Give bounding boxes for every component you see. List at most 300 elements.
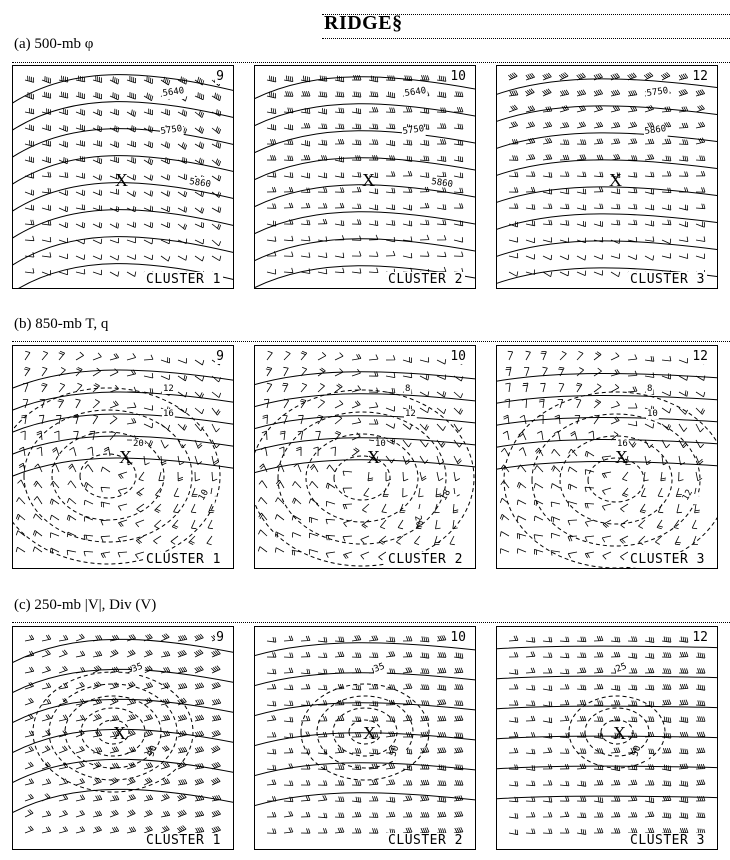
wind-barb [594, 352, 601, 360]
wind-barb [101, 467, 110, 472]
wind-barb [535, 465, 544, 472]
wind-barb [101, 520, 110, 525]
wind-barb [594, 187, 603, 192]
panel-a-cluster1 [12, 65, 234, 289]
wind-barb [298, 431, 303, 440]
contour [497, 160, 718, 177]
wind-barb [59, 666, 68, 673]
wind-barb [161, 142, 170, 149]
wind-barb [258, 530, 267, 536]
wind-barb [284, 781, 293, 786]
wind-barb [509, 172, 518, 177]
wind-barb [144, 826, 153, 833]
wind-barb [335, 108, 344, 113]
wind-barb [195, 126, 204, 133]
wind-barb [679, 781, 688, 787]
contour [497, 241, 718, 258]
wind-barb [315, 431, 320, 440]
wind-barb [144, 795, 153, 801]
wind-barb [577, 813, 586, 818]
wind-barb [611, 90, 620, 96]
wind-barb [144, 76, 153, 83]
wind-barb [575, 415, 580, 424]
wind-barb [560, 733, 569, 738]
contour [497, 417, 718, 426]
wind-barb [178, 810, 187, 817]
wind-barb [335, 203, 344, 208]
wind-barb [267, 187, 276, 192]
wind-barb [127, 794, 136, 801]
wind-barb [543, 668, 552, 673]
wind-barb [318, 140, 327, 145]
wind-barb [301, 828, 310, 833]
wind-barb [662, 373, 671, 379]
wind-barb [127, 92, 136, 99]
wind-barb [628, 155, 637, 160]
wind-barb [93, 778, 101, 785]
wind-barb [301, 716, 310, 721]
contour [255, 416, 476, 430]
wind-barb [42, 237, 51, 242]
wind-barb [403, 652, 412, 657]
wind-barb [386, 388, 395, 393]
wind-barb [76, 634, 84, 641]
wind-barb [638, 520, 645, 529]
wind-barb [335, 76, 344, 82]
wind-barb [127, 206, 136, 212]
wind-barb [437, 252, 446, 257]
contour-label: 12 [680, 488, 696, 503]
wind-barb [189, 536, 195, 545]
wind-barb [526, 652, 535, 657]
contour-label: 5750 [402, 124, 425, 137]
contour [497, 676, 718, 679]
wind-barb [543, 255, 552, 260]
wind-barb [101, 502, 110, 507]
wind-barb [509, 732, 518, 737]
wind-barb [611, 637, 620, 642]
wind-barb [577, 716, 586, 721]
wind-barb [127, 714, 136, 721]
wind-barb [386, 204, 395, 209]
wind-barb [335, 780, 344, 785]
wind-barb [144, 778, 152, 785]
wind-barb [42, 666, 51, 673]
center-x-marker: X [615, 447, 628, 467]
wind-barb [42, 188, 51, 193]
wind-barb [589, 431, 594, 440]
wind-barb [195, 666, 204, 673]
wind-barb [212, 224, 221, 230]
wind-barb [662, 813, 671, 819]
wind-barb [382, 504, 387, 513]
wind-barb [18, 480, 26, 488]
wind-barb [369, 268, 378, 273]
wind-barb [380, 520, 386, 529]
panel-c-cluster3 [496, 626, 718, 850]
wind-barb [453, 504, 458, 513]
wind-barb [301, 780, 310, 785]
wind-barb [161, 811, 170, 817]
wind-barb [437, 472, 443, 481]
panel-b1-plot [13, 346, 234, 569]
wind-barb [267, 108, 276, 114]
wind-barb [212, 408, 220, 415]
wind-barb [386, 406, 395, 411]
wind-barb [343, 536, 352, 541]
wind-barb [662, 356, 671, 361]
wind-barb [335, 700, 344, 705]
wind-barb [577, 221, 586, 227]
contour [497, 736, 718, 739]
wind-barb [195, 207, 204, 213]
wind-barb [318, 669, 327, 674]
wind-barb [110, 416, 117, 424]
wind-barb [577, 205, 586, 211]
wind-barb [93, 826, 102, 833]
wind-barb [403, 171, 412, 176]
wind-barb [335, 384, 342, 392]
wind-barb [568, 502, 577, 507]
wind-barb [454, 684, 463, 689]
dashed-contour [24, 410, 192, 542]
wind-barb [154, 520, 161, 529]
wind-barb [628, 138, 637, 144]
wind-barb [420, 812, 429, 817]
wind-barb [301, 652, 310, 657]
center-x-marker: X [115, 170, 128, 190]
contour [255, 643, 476, 657]
wind-barb [645, 797, 654, 803]
wind-barb [386, 700, 395, 705]
wind-barb [110, 401, 118, 408]
wind-barb [577, 351, 583, 360]
wind-barb [284, 91, 293, 96]
wind-barb [560, 828, 569, 833]
wind-barb [454, 237, 463, 242]
wind-barb [352, 108, 361, 114]
wind-barb [335, 139, 344, 144]
wind-barb [576, 399, 581, 408]
wind-barb [645, 456, 651, 465]
wind-barb [101, 552, 110, 558]
wind-barb [679, 700, 688, 705]
contour-label: 50 [630, 744, 644, 759]
wind-barb [259, 497, 268, 504]
wind-barb [335, 416, 342, 424]
wind-barb [369, 124, 378, 129]
wind-barb [543, 780, 552, 785]
panel-b2-plot [255, 346, 476, 569]
wind-barb [343, 488, 352, 493]
wind-barb [577, 122, 586, 128]
wind-barb [403, 440, 411, 447]
wind-barb [560, 172, 569, 177]
wind-barb [42, 367, 47, 376]
wind-barb [679, 123, 688, 128]
wind-barb [568, 520, 577, 525]
center-x-marker: X [613, 723, 626, 743]
wind-barb [127, 418, 136, 424]
wind-barb [59, 172, 68, 177]
wind-barb [679, 732, 688, 737]
contour-label: 50 [388, 744, 402, 759]
wind-barb [25, 268, 34, 273]
wind-barb [555, 415, 560, 424]
wind-barb [25, 667, 34, 673]
wind-barb [543, 685, 552, 690]
wind-barb [211, 778, 220, 785]
wind-barb [352, 236, 361, 241]
wind-barb [212, 256, 221, 261]
wind-barb [560, 189, 569, 194]
wind-barb [294, 464, 301, 472]
wind-barb [110, 222, 119, 228]
wind-barb [369, 780, 378, 785]
wind-barb [543, 237, 552, 242]
wind-barb [620, 504, 628, 512]
wind-barb [386, 764, 395, 770]
wind-barb [76, 352, 84, 360]
wind-barb [318, 400, 325, 408]
wind-barb [386, 124, 395, 129]
wind-barb [537, 431, 543, 440]
wind-barb [662, 456, 668, 465]
wind-barb [628, 188, 637, 193]
wind-barb [155, 504, 161, 513]
wind-barb [280, 431, 285, 440]
wind-barb [127, 730, 135, 737]
wind-barb [209, 504, 215, 513]
wind-barb [403, 684, 412, 690]
wind-barb [42, 714, 51, 721]
wind-barb [352, 386, 361, 393]
wind-barb [679, 684, 688, 689]
wind-barb [386, 220, 395, 225]
wind-barb [577, 189, 586, 194]
contour-label: 5860 [644, 124, 667, 137]
wind-barb [403, 221, 412, 226]
wind-barb [500, 532, 509, 537]
wind-barb [76, 730, 84, 737]
wind-barb [534, 500, 543, 506]
wind-barb [258, 547, 267, 552]
wind-barb [352, 685, 361, 690]
wind-barb [93, 714, 101, 721]
wind-barb [403, 205, 412, 211]
wind-barb [59, 383, 65, 392]
wind-barb [335, 220, 344, 225]
wind-barb [662, 733, 671, 739]
wind-barb [369, 796, 378, 801]
wind-barb [696, 685, 705, 691]
contour [497, 214, 718, 231]
panel-number: 10 [450, 69, 466, 84]
wind-barb [420, 203, 429, 208]
wind-barb [195, 811, 204, 817]
wind-barb [454, 124, 463, 129]
wind-barb [110, 238, 119, 243]
wind-barb [454, 747, 463, 753]
wind-barb [67, 498, 76, 504]
panel-c2-plot [255, 627, 476, 850]
wind-barb [611, 139, 620, 145]
wind-barb [335, 353, 343, 360]
wind-barb [76, 746, 85, 753]
wind-barb [301, 812, 310, 817]
wind-barb [420, 391, 429, 396]
wind-barb [594, 415, 599, 424]
wind-barb [68, 481, 76, 488]
wind-barb [93, 76, 102, 83]
wind-barb [437, 668, 446, 673]
wind-barb [284, 172, 293, 177]
wind-barb [517, 516, 526, 521]
wind-barb [526, 701, 535, 706]
cluster-label: CLUSTER 1 [146, 552, 221, 567]
wind-barb [144, 175, 153, 181]
wind-barb [645, 237, 654, 242]
wind-barb [161, 762, 170, 769]
wind-barb [585, 536, 594, 542]
wind-barb [420, 668, 429, 673]
wind-barb [403, 140, 412, 145]
wind-barb [93, 400, 100, 409]
wind-barb [41, 383, 47, 392]
wind-barb [144, 355, 153, 360]
wind-barb [33, 547, 42, 552]
wind-barb [611, 369, 620, 376]
wind-barb [212, 392, 221, 398]
wind-barb [369, 107, 378, 112]
wind-barb [211, 746, 220, 753]
contour-label: 5640 [404, 86, 427, 99]
wind-barb [543, 272, 552, 277]
wind-barb [503, 431, 509, 440]
wind-barb [352, 448, 359, 456]
wind-barb [679, 424, 687, 432]
wind-barb [594, 668, 603, 673]
wind-barb [93, 157, 102, 164]
wind-barb [76, 255, 85, 260]
contour-label: 5860 [188, 177, 212, 190]
wind-barb [127, 827, 136, 833]
wind-barb [386, 140, 395, 146]
wind-barb [318, 253, 327, 258]
wind-barb [178, 174, 187, 180]
wind-barb [267, 732, 276, 737]
wind-barb [628, 255, 637, 260]
wind-barb [58, 399, 64, 408]
wind-barb [42, 157, 51, 163]
wind-barb [212, 699, 221, 705]
wind-barb [662, 781, 671, 787]
wind-barb [526, 73, 535, 80]
wind-barb [301, 701, 310, 706]
wind-barb [679, 358, 688, 363]
wind-barb [543, 367, 548, 376]
row-a-rule [12, 62, 730, 63]
wind-barb [628, 90, 637, 96]
wind-barb [500, 549, 509, 554]
wind-barb [560, 238, 569, 243]
wind-barb [284, 717, 293, 722]
wind-barb [386, 456, 394, 463]
wind-barb [509, 90, 518, 96]
wind-barb [161, 191, 170, 197]
wind-barb [696, 204, 705, 209]
wind-barb [284, 828, 293, 834]
wind-barb [568, 484, 577, 490]
wind-barb [301, 91, 310, 96]
wind-barb [352, 780, 361, 785]
wind-barb [543, 138, 552, 144]
wind-barb [23, 384, 28, 393]
wind-barb [437, 716, 446, 721]
wind-barb [611, 154, 620, 160]
wind-barb [611, 384, 619, 392]
wind-barb [525, 89, 534, 96]
wind-barb [403, 667, 412, 673]
panel-a2-plot [255, 66, 476, 289]
wind-barb [696, 171, 705, 176]
wind-barb [50, 533, 59, 538]
wind-barb [42, 125, 51, 131]
wind-barb [318, 653, 327, 658]
wind-barb [369, 419, 378, 424]
wind-barb [645, 668, 654, 673]
wind-barb [420, 156, 429, 161]
wind-barb [386, 651, 395, 657]
contour-label: 5750 [160, 124, 183, 137]
wind-barb [560, 140, 569, 145]
wind-barb [318, 685, 327, 690]
wind-barb [25, 156, 34, 162]
wind-barb [509, 652, 518, 657]
wind-barb [403, 456, 410, 465]
wind-barb [352, 124, 361, 129]
wind-barb [454, 424, 462, 432]
wind-barb [560, 796, 569, 801]
wind-barb [386, 171, 395, 176]
wind-barb [212, 142, 221, 149]
wind-barb [679, 254, 688, 259]
wind-barb [696, 764, 705, 769]
wind-barb [577, 172, 586, 177]
wind-barb [301, 203, 310, 208]
wind-barb [534, 535, 543, 540]
wind-barb [195, 360, 204, 365]
wind-barb [174, 488, 179, 497]
wind-barb [594, 139, 603, 144]
wind-barb [640, 504, 646, 513]
contour [497, 395, 718, 404]
wind-barb [195, 256, 204, 261]
wind-barb [559, 73, 568, 81]
wind-barb [594, 812, 603, 817]
wind-barb [59, 810, 68, 817]
wind-barb [159, 472, 164, 481]
contour-label: 50 [146, 744, 160, 759]
wind-barb [577, 368, 584, 377]
wind-barb [25, 635, 34, 641]
panel-number: 9 [216, 69, 224, 84]
wind-barb [352, 187, 361, 192]
wind-barb [110, 650, 118, 657]
wind-barb [127, 222, 136, 228]
wind-barb [645, 653, 654, 659]
wind-barb [59, 92, 68, 98]
